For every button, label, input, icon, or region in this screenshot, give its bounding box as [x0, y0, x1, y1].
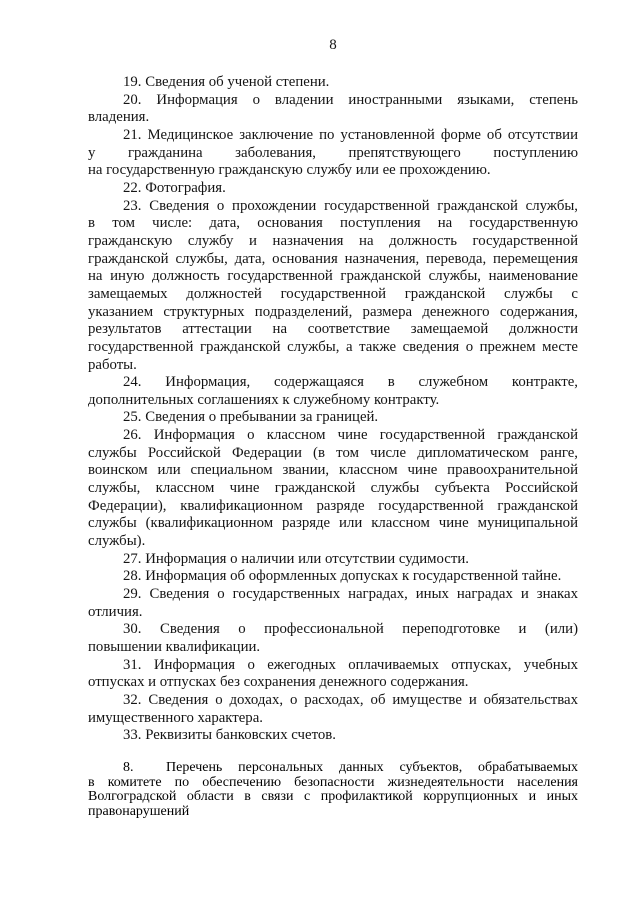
list-item-line: на иную должность государственной гражданской службы, наименование: [88, 268, 578, 285]
list-item-line: 32. Сведения о доходах, о расходах, об имуществе и обязательствах: [123, 691, 578, 708]
list-item: [88, 74, 578, 92]
list-item-line: 26. Информация о классном чине государственной гражданской: [123, 427, 578, 444]
list-item-line: у гражданина заболевания, препятствующего поступлению: [88, 144, 578, 161]
list-item-line: 21. Медицинское заключение по установленной форме об отсутствии: [123, 126, 578, 143]
list-item-line: имущественного характера.: [88, 709, 263, 726]
list-item-line: 24. Информация, содержащаяся в служебном контракте,: [123, 374, 578, 391]
section-title-text: Перечень персональных данных субъектов, обрабатываемых: [166, 759, 578, 775]
section-heading-line: [88, 761, 578, 776]
list-item-line: 19. Сведения об ученой степени.: [123, 74, 330, 90]
list-item-line: воинском или специальном звании, классном чине правоохранительной: [88, 462, 578, 479]
list-item-line: повышении квалификации.: [88, 639, 261, 655]
list-item: [88, 551, 578, 569]
list-item-line: 33. Реквизиты банковских счетов.: [123, 727, 336, 744]
document-body: [88, 74, 578, 820]
list-item-line: результатов аттестации на соответствие замещаемой должности: [88, 321, 578, 338]
list-item-line: отпусках и отпусках без сохранения денежного содержания.: [88, 674, 469, 691]
list-item: [88, 198, 578, 375]
list-item: [88, 727, 578, 745]
section-heading-line: Волгоградской области в связи с профилактикой коррупционных и иных: [88, 789, 578, 805]
list-item-line: 20. Информация о владении иностранными языками, степень: [123, 91, 578, 108]
list-item: [88, 657, 578, 692]
list-item-line: работы.: [88, 356, 137, 373]
list-item-line: отличия.: [88, 603, 143, 620]
list-item-line: Федерации), квалификационном разряде государственной гражданской: [88, 497, 578, 514]
section-heading: [88, 761, 578, 820]
list-item: [88, 427, 578, 551]
list-item-line: 25. Сведения о пребывании за границей.: [123, 409, 379, 426]
list-item-line: службы (квалификационном разряде или классном чине муниципальной: [88, 515, 578, 532]
list-item: [88, 621, 578, 656]
list-item-line: гражданскую службу и назначения на должность государственной: [88, 232, 578, 249]
list-item: [88, 586, 578, 621]
list-item-line: указанием структурных подразделений, размера денежного содержания,: [88, 303, 578, 320]
list-item-line: владения.: [88, 109, 150, 126]
list-item-line: замещаемых должностей государственной гражданской службы с: [88, 285, 578, 302]
list-item-line: службы, классном чине гражданской службы субъекта Российской: [88, 480, 578, 497]
list-item-line: 29. Сведения о государственных наградах, иных наградах и знаках: [123, 586, 578, 603]
list-item-line: службы).: [88, 533, 146, 550]
list-item-line: 31. Информация о ежегодных оплачиваемых отпусках, учебных: [123, 656, 578, 673]
list-item-line: в том числе: дата, основания поступления на государственную: [88, 215, 578, 232]
list-item-line: дополнительных соглашениях к служебному контракту.: [88, 391, 440, 408]
list-item: [88, 127, 578, 180]
section-heading-line: в комитете по обеспечению безопасности жизнедеятельности населения: [88, 774, 578, 790]
list-item-line: 23. Сведения о прохождении государственной гражданской службы,: [123, 197, 578, 214]
list-item-line: на государственную гражданскую службу или ее прохождению.: [88, 162, 491, 179]
list-item: [88, 92, 578, 127]
list-item-line: государственной гражданской службы, а также сведения о прежнем месте: [88, 338, 578, 355]
page-number: 8: [329, 37, 337, 53]
list-item: [88, 692, 578, 727]
list-item-line: 27. Информация о наличии или отсутствии судимости.: [123, 550, 469, 567]
list-item-line: службы Российской Федерации (в том числе дипломатическом ранге,: [88, 444, 578, 461]
section-heading-line: правонарушений: [88, 804, 190, 820]
list-item-line: 30. Сведения о профессиональной переподготовке и (или): [123, 621, 578, 638]
section-number: 8.: [123, 759, 134, 775]
list-item: [88, 180, 578, 198]
list-item: [88, 374, 578, 409]
list-item: [88, 568, 578, 586]
list-item-line: 22. Фотография.: [123, 179, 226, 196]
list-item: [88, 409, 578, 427]
list-item-line: 28. Информация об оформленных допусках к государственной тайне.: [123, 568, 562, 585]
list-item-line: гражданской службы, дата, основания назначения, перевода, перемещения: [88, 250, 578, 267]
